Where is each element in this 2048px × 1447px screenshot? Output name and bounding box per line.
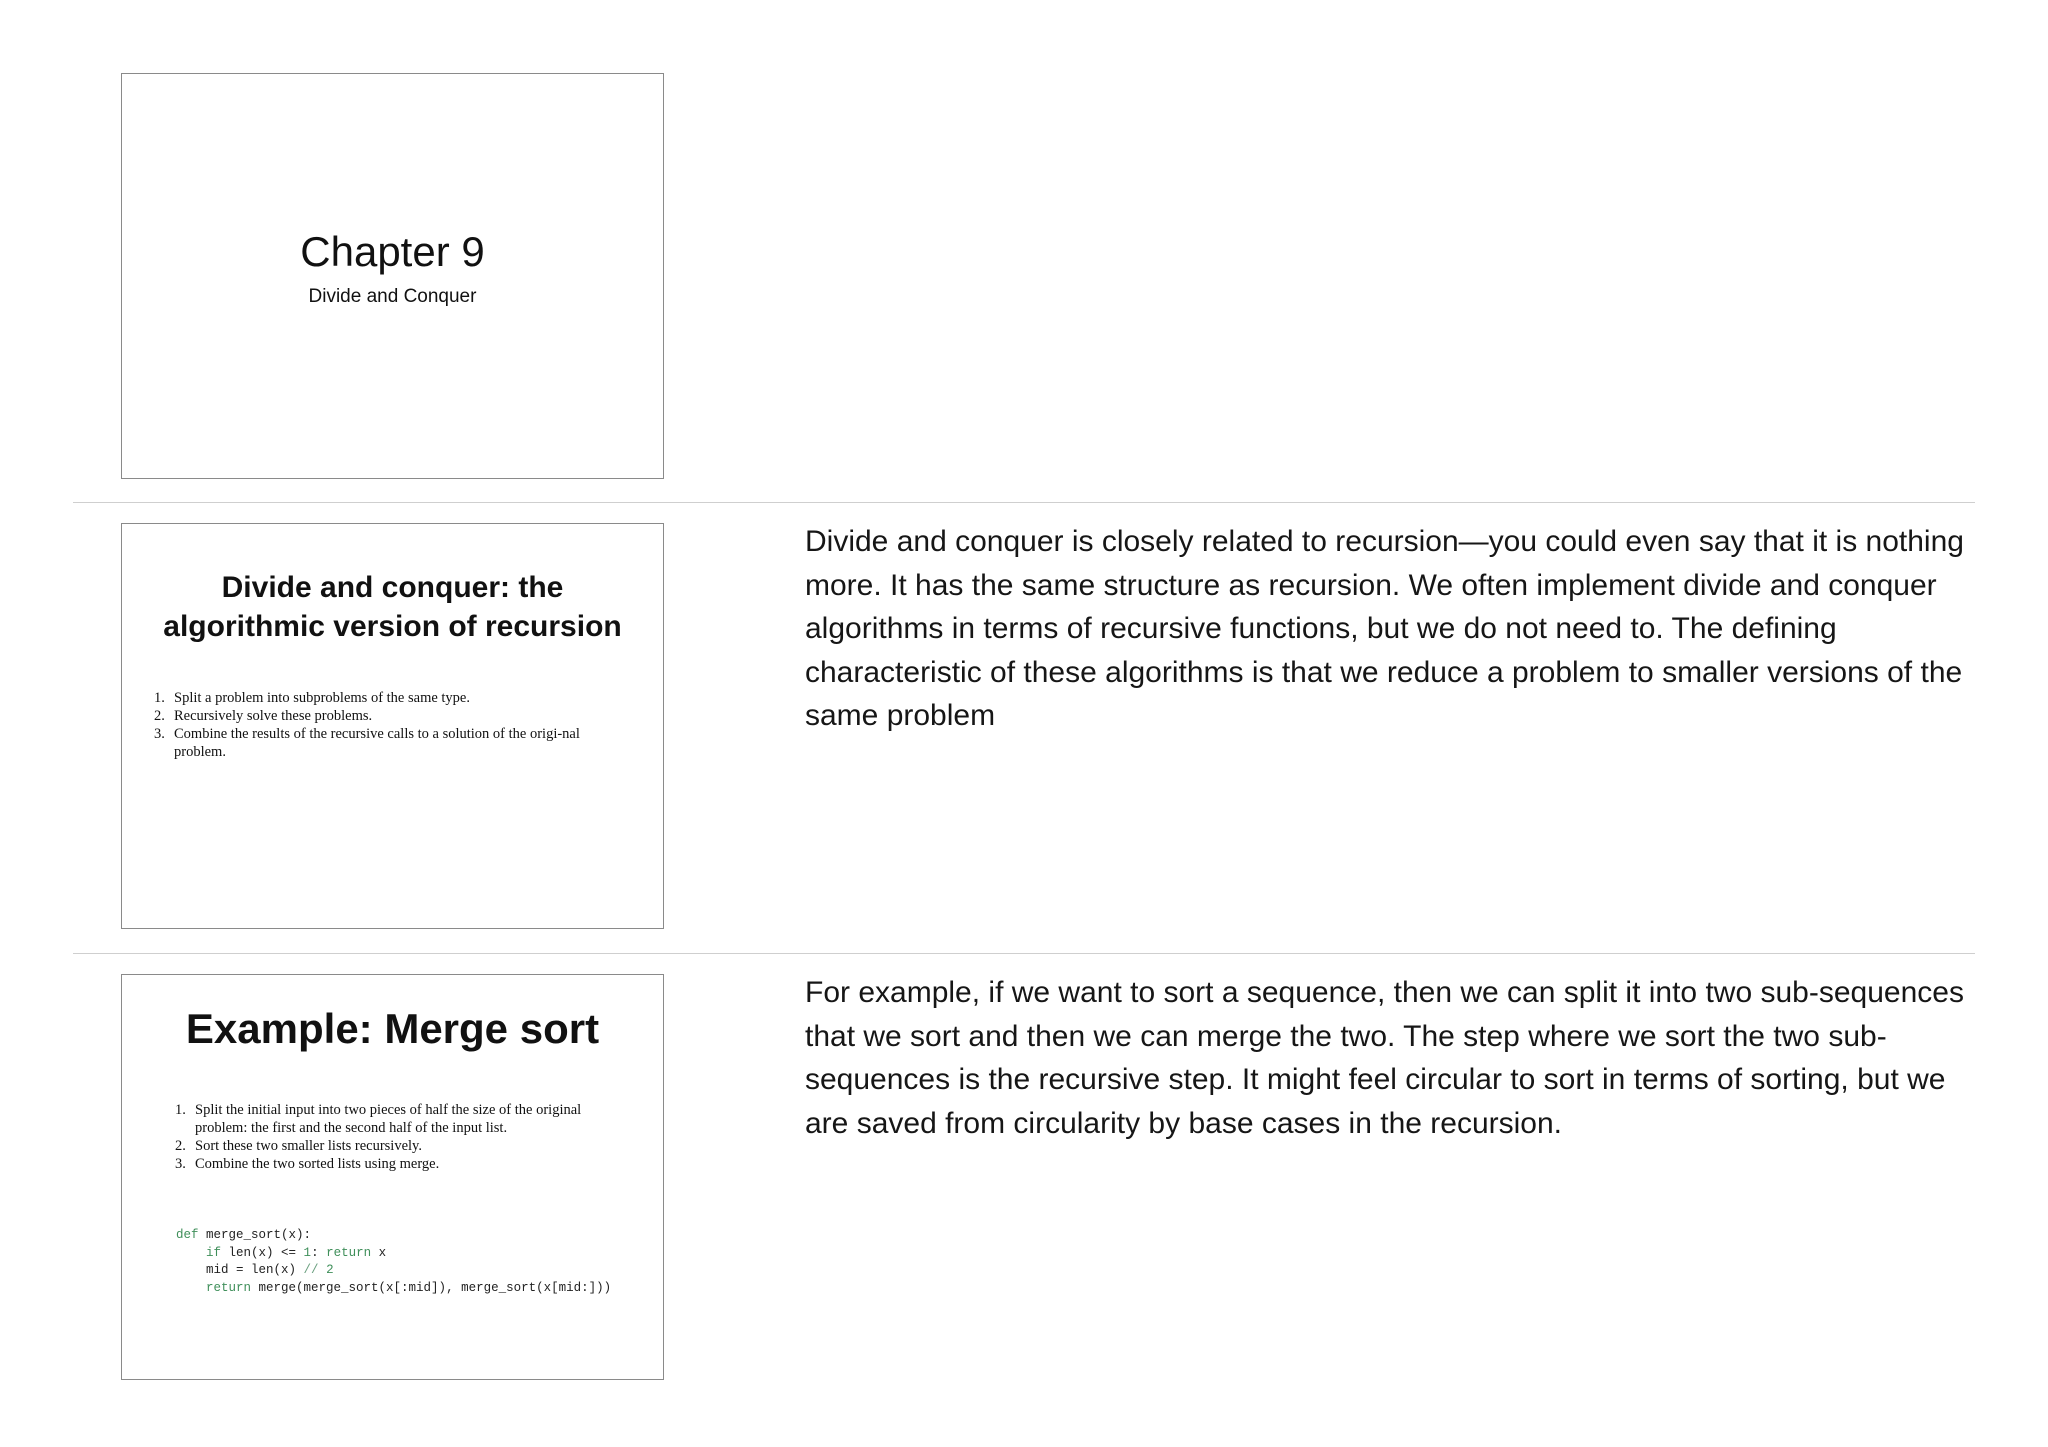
speaker-note: Divide and conquer is closely related to recursion—you could even say that it is nothing more. It has the same structure as recursion. We often implement divide and conquer algorithms in terms of recursive functions, but we do not need to. The defining characteristic of these algorithms is that we reduce a problem to smaller versions of the same problem — [805, 525, 1964, 732]
row-divider — [73, 502, 1975, 503]
list-item: 2. Sort these two smaller lists recursively. — [175, 1138, 422, 1154]
slide-divide-and-conquer — [121, 523, 664, 929]
list-item: 1. Split a problem into subproblems of the same type. — [154, 690, 470, 706]
slide-subtitle: Divide and Conquer — [308, 286, 477, 307]
list-item: 1. Split the initial input into two pieces of half the size of the original problem: the first and the second half of the input list. — [175, 1102, 582, 1136]
steps-list — [154, 689, 634, 761]
slide-title: Divide and conquer: the algorithmic version of recursion — [163, 571, 622, 643]
slide-merge-sort — [121, 974, 664, 1380]
list-item: 3. Combine the two sorted lists using merge. — [175, 1156, 440, 1172]
slide-title: Example: Merge sort — [185, 1005, 600, 1052]
speaker-note: For example, if we want to sort a sequence, then we can split it into two sub-sequences that we sort and then we can merge the two. The step where we sort the two sub-sequences is the recursive step. It might feel circular to sort in terms of sorting, but we are saved from circularity by base cases in the recursion. — [805, 976, 1964, 1140]
list-item: 2. Recursively solve these problems. — [154, 708, 373, 724]
slide-chapter-9 — [121, 73, 664, 479]
slide-title: Chapter 9 — [300, 228, 485, 275]
list-item: 3. Combine the results of the recursive calls to a solution of the origi-nal problem. — [154, 726, 580, 760]
row-divider — [73, 953, 1975, 954]
code-block: def merge_sort(x): if len(x) <= 1: return x mid = len(x) // 2 return merge(merge_sort(x[:mid]), merge_sort(x[mid:])) — [176, 1228, 612, 1295]
steps-list — [175, 1101, 635, 1173]
